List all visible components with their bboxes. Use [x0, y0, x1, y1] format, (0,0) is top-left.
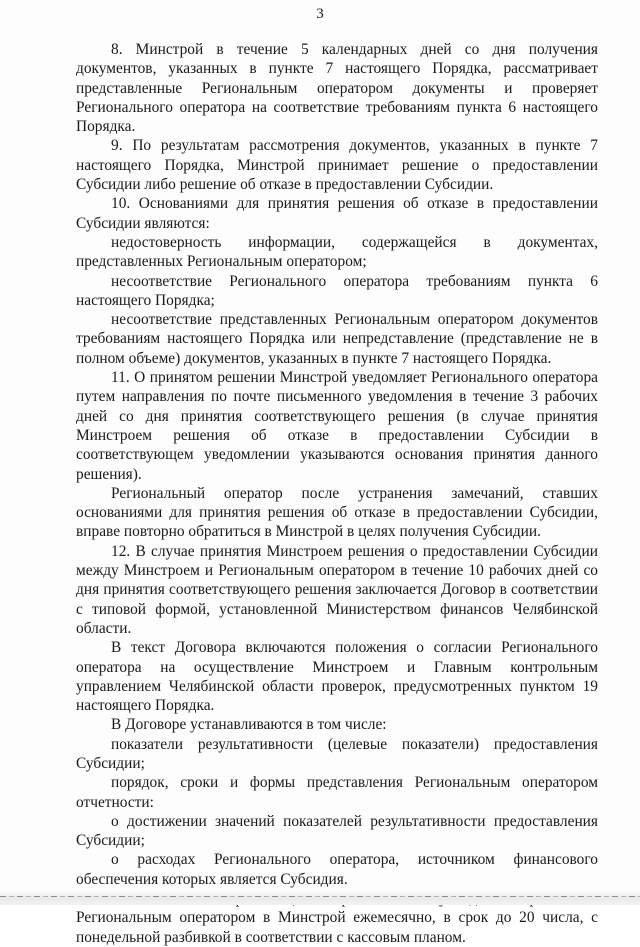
paragraph-12-subitem-1: о достижении значений показателей результативности предоставления Субсидии; — [76, 812, 598, 850]
paragraph-12-item-2: порядок, сроки и формы представления Региональным оператором отчетности: — [76, 774, 598, 811]
paragraph-11: 11. О принятом решении Минстрой уведомляет Регионального оператора путем направления по почте письменного уведомления в течение 3 рабочих дней со дня принятия соответствующего решения (в случае принятия Минстроем решения об отказе в предоставлении Субсидии в соответствующем уведомлении указываются основания принятия данного решения). — [76, 369, 598, 483]
document-body — [76, 40, 598, 947]
paragraph-10-item-2: несоответствие Регионального оператора требованиям пункта 6 настоящего Порядка; — [76, 272, 598, 309]
paragraph-12-subitem-2: о расходах Регионального оператора, источником финансового обеспечения которых является Субсидия. — [76, 851, 598, 888]
scan-bottom-edge — [0, 890, 640, 905]
paragraph-12: 12. В случае принятия Минстроем решения о предоставлении Субсидии между Минстроем и Региональным оператором в течение 10 рабочих дней со дня принятия соответствующего решения заключается Договор в соответствии с типовой формой, установленной Министерством финансов Челябинской области. — [76, 542, 598, 637]
paragraph-12-item-1: показатели результативности (целевые показатели) предоставления Субсидии; — [76, 735, 598, 772]
paragraph-13: Региональным оператором в Минстрой ежемесячно, в срок до 20 числа, с понедельной разбивкой в соответствии с кассовым планом. — [76, 909, 598, 946]
scan-bottom-line — [0, 896, 640, 897]
page-number: 3 — [316, 6, 324, 22]
paragraph-10-item-1: недостоверность информации, содержащейся в документах, представленных Региональным оператором; — [76, 233, 598, 271]
paragraph-11-continuation: Региональный оператор после устранения замечаний, ставших основаниями для принятия решения об отказе в предоставлении Субсидии, вправе повторно обратиться в Минстрой в целях получения Субсидии. — [76, 484, 598, 541]
paragraph-8: 8. Минстрой в течение 5 календарных дней со дня получения документов, указанных в пункте 7 настоящего Порядка, рассматривает представленные Региональным оператором документы и проверяет Регионального оператора на соответствие требованиям пункта 6 настоящего Порядка. — [76, 41, 598, 136]
paragraph-12-contract-terms: В Договоре устанавливаются в том числе: — [111, 716, 387, 734]
paragraph-10-item-3: несоответствие представленных Региональным оператором документов требованиям настоящего Порядка или непредставление (представление не в полном объеме) документов, указанных в пункте 7 настоящего Порядка. — [76, 311, 598, 367]
paragraph-10: 10. Основаниями для принятия решения об отказе в предоставлении Субсидии являются: — [76, 195, 598, 232]
paragraph-9: 9. По результатам рассмотрения документов, указанных в пункте 7 настоящего Порядка, Минстрой принимает решение о предоставлении Субсидии либо решение об отказе в предоставлении Субсидии. — [76, 137, 598, 194]
paragraph-12-contract-text: В текст Договора включаются положения о согласии Регионального оператора на осуществление Минстроем и Главным контрольным управлением Челябинской области проверок, предусмотренных пунктом 19 настоящего Порядка. — [76, 639, 598, 715]
